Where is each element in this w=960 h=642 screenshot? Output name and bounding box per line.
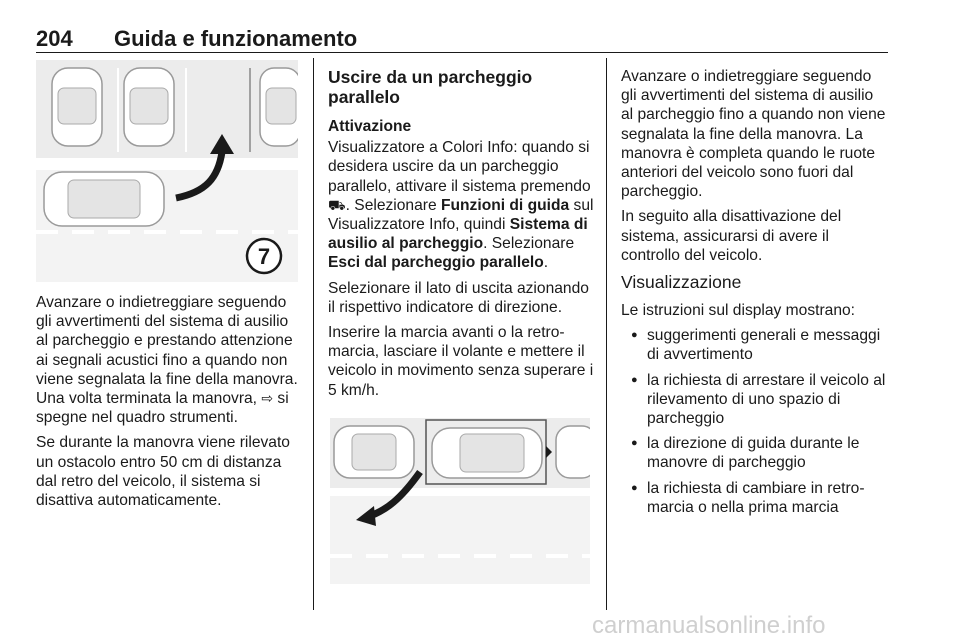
- figure-parking-out: [330, 410, 590, 584]
- list-intro: Le istruzioni sul display mostrano:: [621, 302, 856, 320]
- subsection-title: Attivazione: [328, 118, 412, 135]
- exiting-car: [432, 428, 542, 478]
- column-1: [36, 293, 298, 516]
- instruction-list: [621, 326, 889, 517]
- page-number: 204: [36, 26, 73, 51]
- list-item: ● la richiesta di cambiare in retro-marcia o nella prima marcia: [621, 479, 889, 517]
- list-item: ● la richiesta di arrestare il veicolo al rilevamento di uno spazio di parcheggio: [621, 371, 889, 429]
- watermark: carmanualsonline.info: [592, 612, 826, 639]
- parked-car-front: [334, 426, 414, 478]
- figure-parking-in: [36, 60, 298, 282]
- parked-car-rear: [556, 426, 590, 478]
- list-item: ● suggerimenti generali e messaggi di avvertimento: [621, 326, 889, 364]
- column-divider-1: [313, 58, 314, 610]
- parked-car: [52, 68, 102, 146]
- paragraph-activation: Visualizzatore a Colori Info: quando si desidera uscire da un parcheggio parallelo, attivare il sistema premendo ⛟. Selezionare Funzioni di guida sul Visualizzatore Info, quindi Sistema di ausilio al parcheggio. Selezionare Esci dal parcheggio parallelo.: [328, 139, 594, 272]
- parked-car: [124, 68, 174, 146]
- header-rule: [36, 52, 888, 53]
- paragraph-1: Avanzare o indietreggiare seguendo gli avvertimenti del sistema di ausilio al parcheggio fino a quando non viene segnalata la fine della manovra. La manovra è completa quando le ruote anteriori del veicolo sono fuori dal parcheggio.: [621, 68, 886, 201]
- parked-car: [260, 68, 298, 146]
- paragraph-2: Se durante la manovra viene rilevato un ostacolo entro 50 cm di distanza dal retro del veicolo, il sistema si disattiva automaticamente.: [36, 434, 290, 510]
- car-button-icon: ⛟: [328, 196, 346, 213]
- column-3: [621, 67, 889, 523]
- column-2: [328, 67, 594, 406]
- section-title-display: Visualizzazione: [621, 272, 742, 293]
- section-title: Uscire da un parcheggio parallelo: [328, 67, 533, 107]
- figure-badge-number: 7: [257, 244, 271, 269]
- column-divider-2: [606, 58, 607, 610]
- chapter-title: Guida e funzionamento: [114, 26, 358, 51]
- moving-car: [44, 172, 164, 226]
- page-header: [36, 26, 888, 52]
- paragraph-2: In seguito alla disattivazione del sistema, assicurarsi di avere il controllo del veicolo.: [621, 208, 842, 264]
- paragraph-side: Selezionare il lato di uscita azionando il rispettivo indicatore di direzione.: [328, 279, 589, 316]
- paragraph-1: Avanzare o indietreggiare seguendo gli avvertimenti del sistema di ausilio al parcheggio e prestando attenzione ai segnali acustici fino a quando non viene segnalata la fine della manovra. Una volta terminata la manovra, ⇨ si spegne nel quadro strumenti.: [36, 294, 298, 427]
- parking-assist-icon: ⇨: [261, 390, 274, 407]
- list-item: ● la direzione di guida durante le manovre di parcheggio: [621, 434, 889, 472]
- paragraph-gear: Inserire la marcia avanti o la retro-marcia, lasciare il volante e mettere il veicolo in movimento senza superare i 5 km/h.: [328, 324, 594, 399]
